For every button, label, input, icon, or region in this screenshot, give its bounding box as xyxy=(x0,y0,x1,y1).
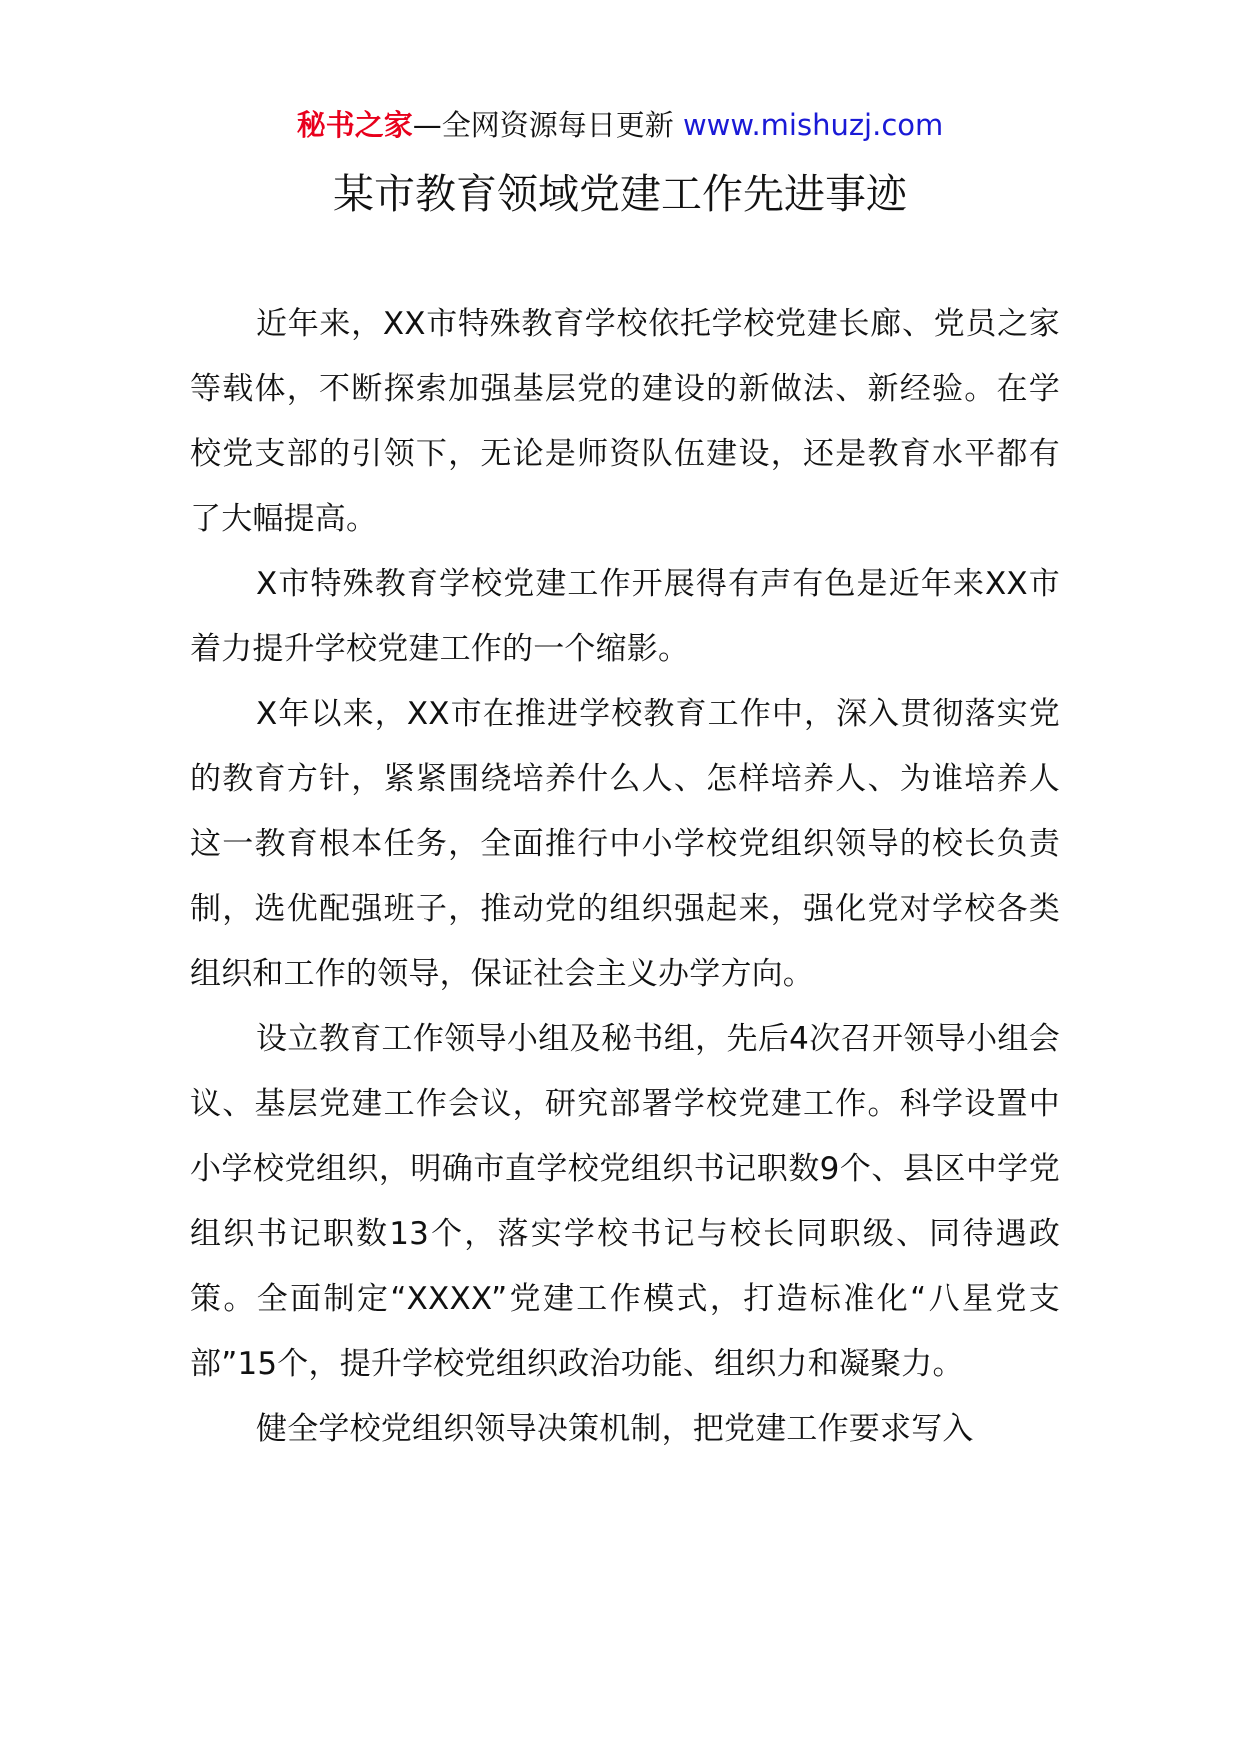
brand-name: 秘书之家 xyxy=(296,108,413,142)
document-body xyxy=(190,292,1060,1462)
paragraph: X年以来，XX市在推进学校教育工作中，深入贯彻落实党的教育方针，紧紧围绕培养什么人、怎样培养人、为谁培养人这一教育根本任务，全面推行中小学校党组织领导的校长负责制，选优配强班子，推动党的组织强起来，强化党对学校各类组织和工作的领导，保证社会主义办学方向。 xyxy=(190,696,1060,992)
document-title: 某市教育领域党建工作先进事迹 xyxy=(333,170,907,218)
site-header xyxy=(0,100,1240,150)
paragraph: 健全学校党组织领导决策机制，把党建工作要求写入 xyxy=(256,1411,974,1447)
paragraph: 近年来，XX市特殊教育学校依托学校党建长廊、党员之家等载体，不断探索加强基层党的建设的新做法、新经验。在学校党支部的引领下，无论是师资队伍建设，还是教育水平都有了大幅提高。 xyxy=(190,306,1060,537)
paragraph: 设立教育工作领导小组及秘书组，先后4次召开领导小组会议、基层党建工作会议，研究部署学校党建工作。科学设置中小学校党组织，明确市直学校党组织书记职数9个、县区中学党组织书记职数13个，落实学校书记与校长同职级、同待遇政策。全面制定“XXXX”党建工作模式，打造标准化“八星党支部”15个，提升学校党组织政治功能、组织力和凝聚力。 xyxy=(190,1021,1060,1382)
header-tagline: —全网资源每日更新 xyxy=(412,108,674,142)
site-url-link[interactable]: www.mishuzj.com xyxy=(682,108,944,142)
paragraph: X市特殊教育学校党建工作开展得有声有色是近年来XX市着力提升学校党建工作的一个缩影。 xyxy=(190,566,1060,667)
